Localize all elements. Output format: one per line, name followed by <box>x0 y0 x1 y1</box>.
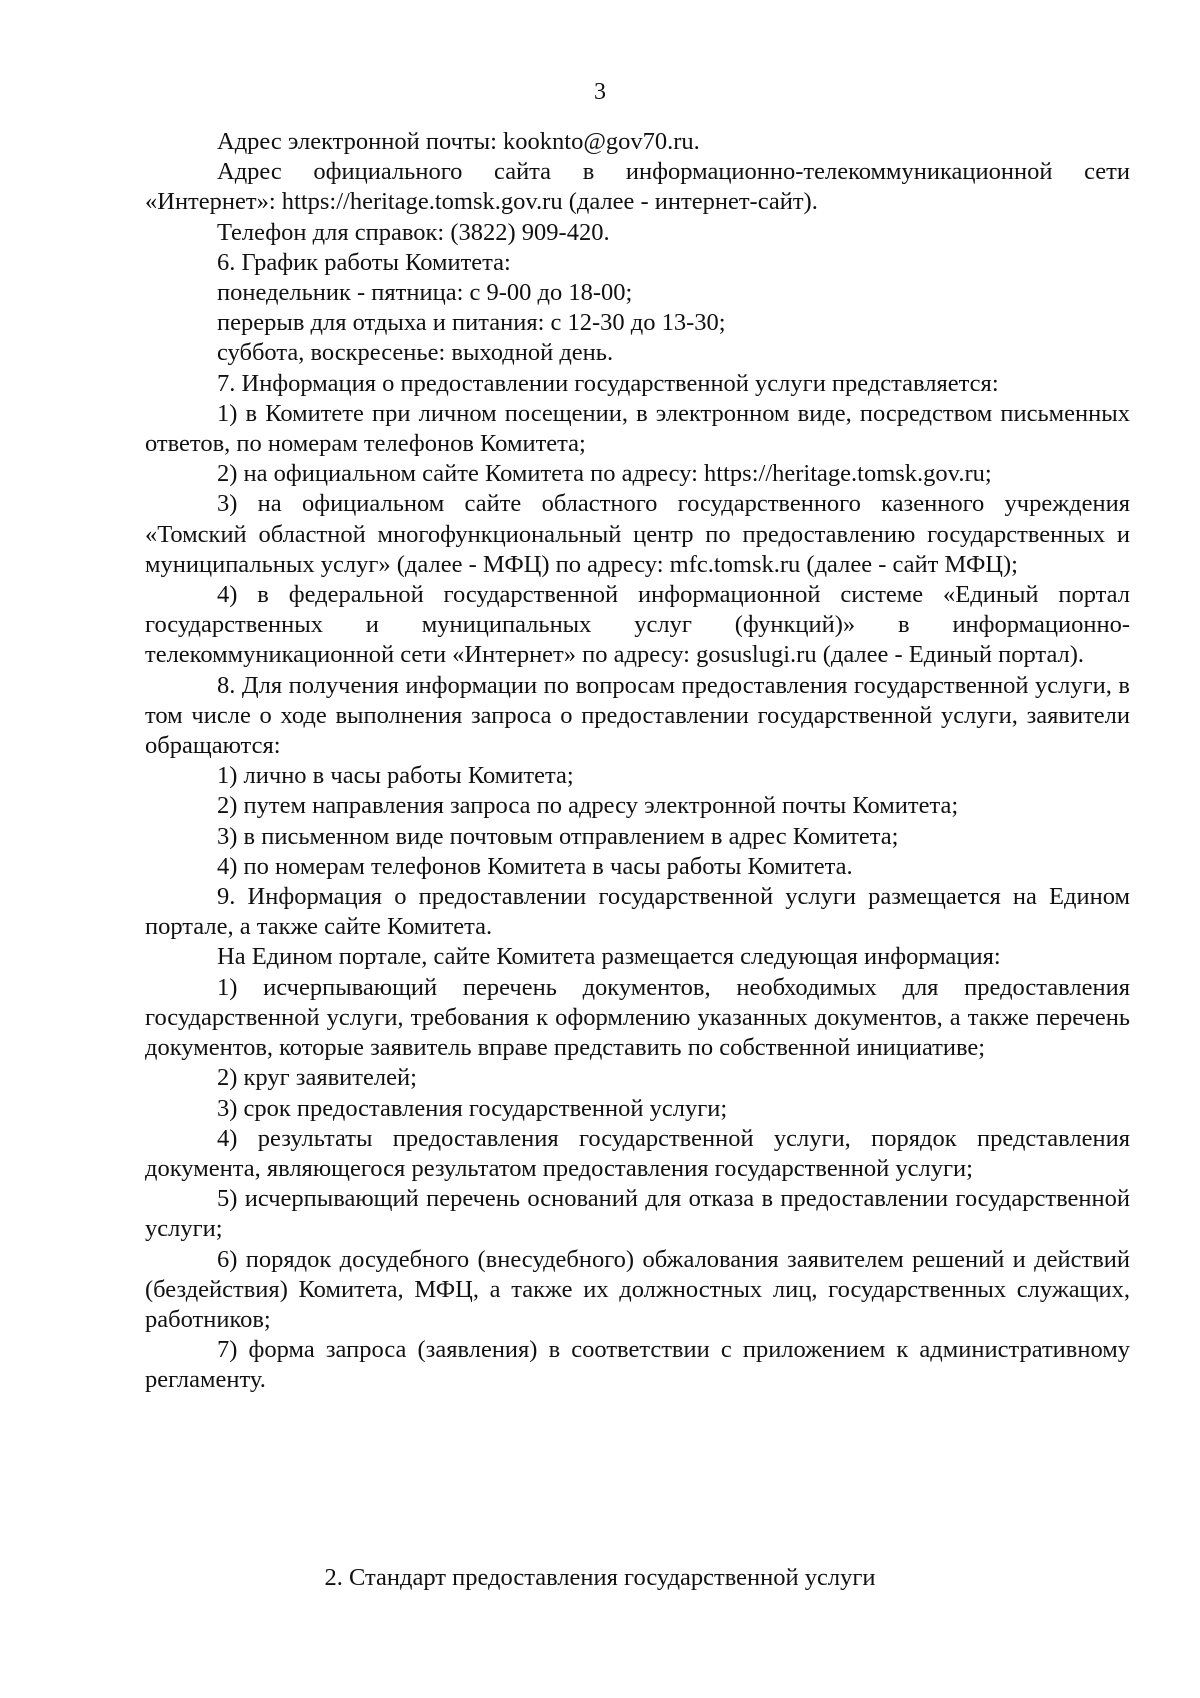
paragraph-email: Адрес электронной почты: kookntо@gov70.ru. <box>217 128 700 155</box>
paragraph-publication: 9. Информация о предоставлении государственной услуги размещается на Едином портале, а также сайте Комитета. <box>145 883 1130 941</box>
paragraph-portal-info-title: На Едином портале, сайте Комитета размещается следующая информация: <box>217 943 1001 971</box>
list-item: 1) исчерпывающий перечень документов, необходимых для предоставления государственной услуги, требования к оформлению указанных документов, а также перечень документов, которые заявитель вправе представить по собственной инициативе; <box>145 973 1130 1062</box>
paragraph-website: Адрес официального сайта в информационно-телекоммуникационной сети «Интернет»: https://heritage.tomsk.gov.ru (далее - интернет-сайт). <box>145 158 1130 216</box>
section-heading: 2. Стандарт предоставления государственной услуги <box>324 1564 876 1591</box>
list-item: 2) на официальном сайте Комитета по адресу: https://heritage.tomsk.gov.ru; <box>217 460 992 488</box>
list-item: 2) путем направления запроса по адресу электронной почты Комитета; <box>217 792 959 820</box>
list-item: 4) по номерам телефонов Комитета в часы работы Комитета. <box>217 852 853 880</box>
document-body <box>145 127 1130 1396</box>
list-item: 2) круг заявителей; <box>217 1064 417 1092</box>
paragraph-inquiry-title: 8. Для получения информации по вопросам предоставления государственной услуги, в том числе о ходе выполнения запроса о предоставлении государственной услуги, заявители обращаются: <box>145 671 1130 760</box>
list-item: 5) исчерпывающий перечень оснований для отказа в предоставлении государственной услуги; <box>145 1185 1130 1243</box>
list-item: 1) лично в часы работы Комитета; <box>217 762 574 790</box>
list-item: 3) на официальном сайте областного государственного казенного учреждения «Томский областной многофункциональный центр по предоставлению государственных и муниципальных услуг» (далее - МФЦ) по адресу: mfc.tomsk.ru (далее - сайт МФЦ); <box>145 490 1130 578</box>
paragraph-schedule-title: 6. График работы Комитета: <box>217 248 511 276</box>
list-item: 3) срок предоставления государственной услуги; <box>217 1094 728 1122</box>
list-item: 3) в письменном виде почтовым отправлением в адрес Комитета; <box>217 822 899 850</box>
list-item: 7) форма запроса (заявления) в соответствии с приложением к административному регламенту. <box>145 1336 1130 1394</box>
paragraph-phone: Телефон для справок: (3822) 909-420. <box>217 218 610 246</box>
paragraph-schedule-weekend: суббота, воскресенье: выходной день. <box>217 339 614 367</box>
paragraph-schedule-weekdays: понедельник - пятница: с 9-00 до 18-00; <box>217 279 633 307</box>
list-item: 4) в федеральной государственной информационной системе «Единый портал государственных и муниципальных услуг (функций)» в информационно-телекоммуникационной сети «Интернет» по адресу: gosuslugi.ru (далее - Единый портал). <box>145 581 1130 669</box>
list-item: 1) в Комитете при личном посещении, в электронном виде, посредством письменных ответов, по номерам телефонов Комитета; <box>145 399 1130 458</box>
page-number: 3 <box>594 79 606 105</box>
paragraph-schedule-break: перерыв для отдыха и питания: с 12-30 до 13-30; <box>217 309 726 337</box>
list-item: 6) порядок досудебного (внесудебного) обжалования заявителем решений и действий (бездействия) Комитета, МФЦ, а также их должностных лиц, государственных служащих, работников; <box>145 1245 1130 1333</box>
list-item: 4) результаты предоставления государственной услуги, порядок представления документа, являющегося результатом предоставления государственной услуги; <box>145 1124 1130 1182</box>
paragraph-info-title: 7. Информация о предоставлении государственной услуги представляется: <box>217 369 999 397</box>
